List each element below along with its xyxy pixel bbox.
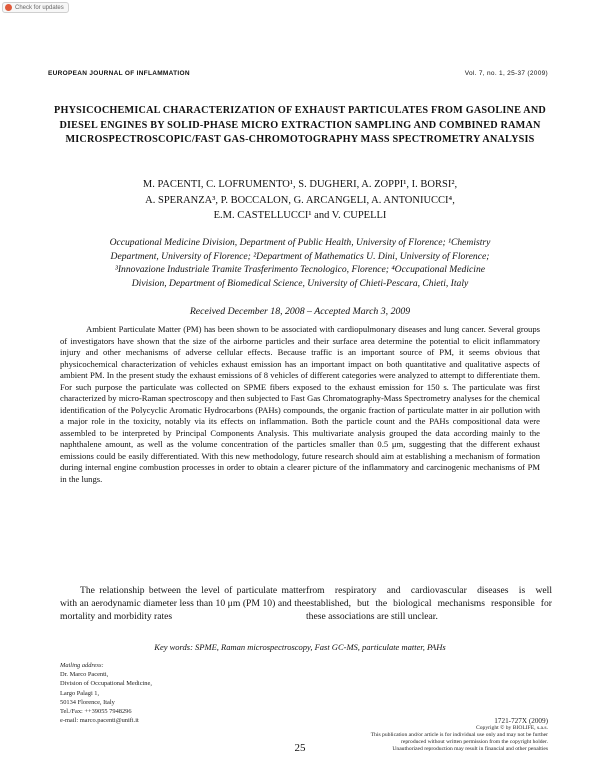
mailing-line: Dr. Marco Pacenti, [60,671,109,679]
affiliations [50,236,550,290]
mailing-line: 50134 Florence, Italy [60,698,115,706]
abstract: Ambient Particulate Matter (PM) has been shown to be associated with cardiopulmonary diseases and lung cancer. Several groups of investigators have shown that the size of the airborne particles and their surface area determine the potential to elicit inflammatory injury and other mechanisms of adverse cellular effects. Because traffic is an important source of PM, it seems obvious that physicochemical characterization of vehicles exhaust emission has an important impact on both quantitative and qualitative aspects of ambient PM. In the present study the exhaust emissions of 8 vehicles of different categories were analyzed to attempt to differentiate them. For such purpose the particulate was collected on SPME fibers exposed to the exhaust emission for 150 s. The particulate was first characterized by micro-Raman spectroscopy and then subjected to Fast Gas Chromatography-Mass Spectrometry analyses for the chemical identification of the Polycyclic Aromatic Hydrocarbons (PAHs) compounds, the organic fraction of particulate matter in air pollution with a major role in the toxicity, notably via its effects on inflammation. Both the particle count and the PAHs compositional data were assembled to be interpreted by Principal Components Analysis. This multivariate analysis grouped the data according mainly to the naphthalene amount, as well as the volume concentration of the particles smaller than 0.5 μm, suggesting that the different exhaust emissions could be easily differentiated. With this new methodology, future research should aim at establishing a mechanism of formation during internal engine combustion processes in order to obtain a clearer picture of the inflammatory and carcinogenic mechanisms of PM in the lungs. [60,324,540,484]
affiliation-line: Department, University of Florence; ²Department of Mathematics U. Dini, University of Florence; [110,250,490,262]
check-for-updates-badge[interactable] [2,2,69,13]
body-column-right: from respiratory and cardiovascular diseases is well established, but the biological mechanisms responsible for these associations are still unclear. [306,585,552,623]
author-line: E.M. CASTELLUCCI¹ and V. CUPELLI [213,210,387,221]
mailing-line: Division of Occupational Medicine, [60,680,152,688]
running-head [48,70,548,77]
author-line: M. PACENTI, C. LOFRUMENTO¹, S. DUGHERI, A. ZOPPI¹, I. BORSI², [142,179,458,190]
author-list [60,177,540,224]
received-accepted-dates: Received December 18, 2008 – Accepted March 3, 2009 [189,306,411,317]
mailing-line: Largo Palagi 1, [60,689,100,697]
copyright-line: Copyright © by BIOLIFE, s.a.s. [476,725,548,731]
affiliation-line: Occupational Medicine Division, Department of Public Health, University of Florence; ¹Chemistry [109,237,491,248]
affiliation-line: ³Innovazione Industriale Tramite Trasferimento Tecnologico, Florence; ⁴Occupational Medicine [114,264,485,275]
copyright-notice [328,718,548,753]
article-title: PHYSICOCHEMICAL CHARACTERIZATION OF EXHAUST PARTICULATES FROM GASOLINE AND DIESEL ENGINES BY SOLID-PHASE MICRO EXTRACTION SAMPLING AND COMBINED RAMAN MICROSPECTROSCOPIC/FAST GAS-CHROMOTOGRAPHY MASS SPECTROMETRY ANALYSIS [54,105,546,145]
crossmark-icon [5,4,12,11]
copyright-line: This publication and/or article is for individual use only and may not be further [370,732,548,738]
volume-info: Vol. 7, no. 1, 25-37 (2009) [464,70,548,77]
mailing-line: Tel./Fax: ++39055 7948296 [60,708,132,716]
copyright-line: reproduced without written permission from the copyright holder. [401,739,548,745]
mailing-email[interactable]: e-mail: marco.pacenti@unifi.it [60,717,139,725]
issn: 1721-727X (2009) [494,717,548,725]
copyright-line: Unauthorized reproduction may result in financial and other penalties [392,746,548,752]
badge-label: Check for updates [15,4,64,11]
mailing-address [60,661,152,725]
body-column-left: The relationship between the level of particulate matter with an aerodynamic diameter less than 10 μm (PM 10) and the mortality and morbidity rates [60,585,306,623]
author-line: A. SPERANZA³, P. BOCCALON, G. ARCANGELI, A. ANTONIUCCI⁴, [145,194,455,206]
journal-name: EUROPEAN JOURNAL OF INFLAMMATION [48,70,190,77]
mailing-heading: Mailing address: [60,662,104,669]
keywords: Key words: SPME, Raman microspectroscopy, Fast GC-MS, particulate matter, PAHs [154,642,446,652]
affiliation-line: Division, Department of Biomedical Science, University of Chieti-Pescara, Chieti, Italy [131,277,469,289]
page-number: 25 [294,742,306,754]
